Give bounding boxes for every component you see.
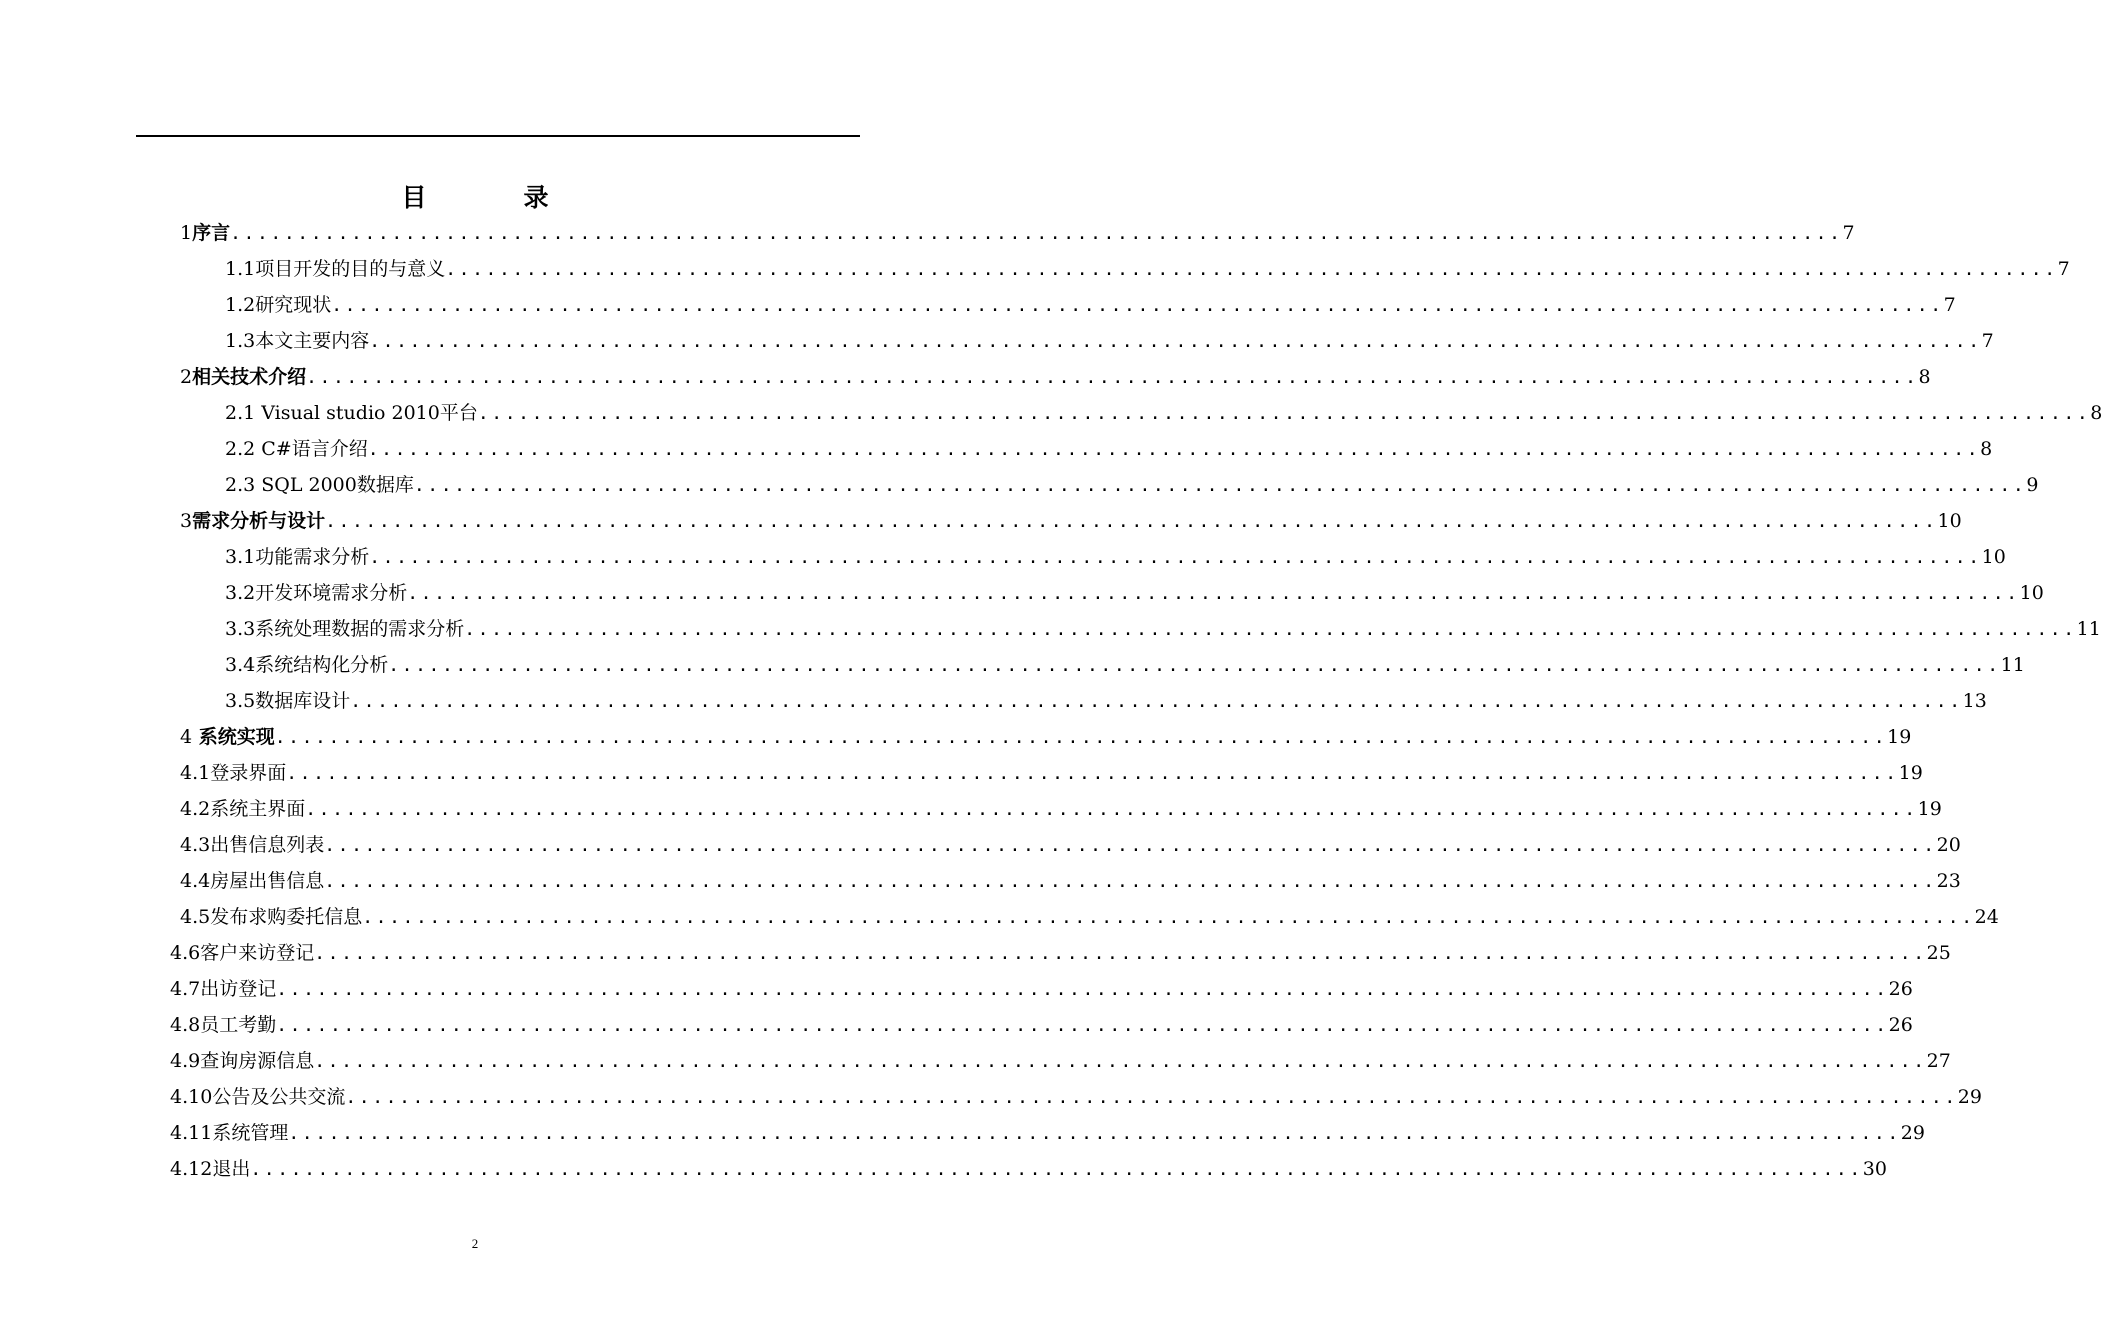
toc-entry-number: 4.8 [170,1014,201,1036]
toc-entry-title: C#语言介绍 [255,438,368,460]
toc-leader-dots: ........................................................................................................................ [362,907,1975,928]
toc-entry [170,1046,1951,1082]
toc-leader-dots: ........................................................................................................................ [367,439,1981,460]
toc-entry [225,578,2044,614]
toc-entry-page: 25 [1926,942,1951,964]
toc-entry-page: 8 [2090,402,2102,424]
toc-entry-title: 发布求购委托信息 [210,906,363,928]
toc-entry-title: 需求分析与设计 [192,510,326,532]
toc-entry-number: 4.10 [170,1086,213,1108]
toc-entry [180,506,1962,542]
toc-entry-title: Visual studio 2010平台 [255,402,478,424]
toc-entry-number: 2.3 [225,474,256,496]
toc-entry [180,722,1912,758]
toc-entry [225,650,2025,686]
toc-entry-number: 1 [180,222,193,244]
toc-entry-title: 系统结构化分析 [255,654,389,676]
toc-entry [170,1118,1925,1154]
toc-entry-title: 系统处理数据的需求分析 [255,618,465,640]
toc-entry-title: 功能需求分析 [255,546,370,568]
toc-leader-dots: ........................................................................................................................ [324,871,1937,892]
toc-entry-number: 2 [180,366,193,388]
toc-leader-dots: ........................................................................................................................ [325,511,1938,532]
toc-entry-title: 研究现状 [255,294,332,316]
toc-entry-title: 本文主要内容 [255,330,370,352]
toc-leader-dots: ........................................................................................................................ [413,475,2027,496]
toc-entry-title: 项目开发的目的与意义 [255,258,446,280]
toc-leader-dots: ........................................................................................................................ [407,583,2020,604]
toc-entry-number: 2.1 [225,402,256,424]
toc-entry-page: 23 [1936,870,1961,892]
toc-leader-dots: ........................................................................................................................ [464,619,2077,640]
toc-entry-number: 3.3 [225,618,256,640]
toc-entry-title: 客户来访登记 [200,942,315,964]
toc-entry-title: 相关技术介绍 [192,366,307,388]
toc-leader-dots: ........................................................................................................................ [324,835,1937,856]
toc-entry-title: 员工考勤 [200,1014,277,1036]
toc-entry-number: 4.7 [170,978,201,1000]
toc-leader-dots: ........................................................................................................................ [369,331,1982,352]
toc-entry-number: 3.4 [225,654,256,676]
toc-entry-number: 1.3 [225,330,256,352]
toc-entry [225,434,1993,470]
toc-entry [225,254,2070,290]
toc-entry-title: 序言 [192,222,231,244]
toc-leader-dots: ........................................................................................................................ [369,547,1982,568]
toc-entry-number: 2.2 [225,438,256,460]
toc-entry [225,614,2101,650]
toc-leader-dots: ........................................................................................................................ [314,943,1927,964]
toc-leader-dots: ........................................................................................................................ [305,799,1918,820]
toc-leader-dots: ........................................................................................................................ [276,979,1889,1000]
toc-entry-title: 出访登记 [200,978,277,1000]
toc-leader-dots: ........................................................................................................................ [350,691,1963,712]
toc-entry [180,830,1961,866]
toc-entry-title: SQL 2000数据库 [255,474,414,496]
toc-leader-dots: ........................................................................................................................ [250,1159,1863,1180]
toc-entry [170,1154,1887,1190]
toc-entry-title: 房屋出售信息 [210,870,325,892]
toc-entry-number: 3.2 [225,582,256,604]
toc-entry-title: 系统实现 [192,726,275,748]
toc-entry-number: 4.3 [180,834,211,856]
header-rule [136,135,860,137]
toc-entry-page: 10 [1981,546,2006,568]
toc-entry [225,290,1956,326]
toc-entry-number: 4.9 [170,1050,201,1072]
toc-entry [225,398,2102,434]
toc-entry-number: 4.5 [180,906,211,928]
toc-entry-page: 20 [1936,834,1961,856]
toc-leader-dots: ........................................................................................................................ [306,367,1919,388]
toc-entry [170,1010,1913,1046]
toc-entry-page: 9 [2026,474,2039,496]
toc-entry-page: 7 [1842,222,1855,244]
toc-entry-page: 10 [2019,582,2044,604]
toc-entry [225,326,1994,362]
toc-entry-title: 查询房源信息 [200,1050,315,1072]
toc-entry-page: 26 [1888,978,1913,1000]
toc-entry-title: 登录界面 [210,762,287,784]
toc-entry-page: 24 [1974,906,1999,928]
toc-entry-number: 3 [180,510,193,532]
toc-entry [180,866,1961,902]
toc-entry-number: 3.5 [225,690,256,712]
toc-entry-title: 系统主界面 [210,798,306,820]
toc-entry [170,974,1913,1010]
page-number: 2 [471,1236,479,1251]
toc-leader-dots: ........................................................................................................................ [388,655,2001,676]
toc-entry-page: 30 [1862,1158,1887,1180]
toc-entry-page: 19 [1887,726,1912,748]
toc-entry-title: 出售信息列表 [210,834,325,856]
toc-entry-number: 4.6 [170,942,201,964]
toc-leader-dots: ........................................................................................................................ [288,1123,1901,1144]
toc-entry-page: 26 [1888,1014,1913,1036]
toc-entry-page: 13 [1962,690,1987,712]
toc-entry-page: 10 [1937,510,1962,532]
toc-entry-number: 4.11 [170,1122,213,1144]
toc-entry-number: 4.1 [180,762,211,784]
toc-entry-page: 7 [1981,330,1994,352]
toc-entry-number: 4 [180,726,193,748]
toc-entry-title: 系统管理 [212,1122,289,1144]
toc-entry-page: 29 [1957,1086,1982,1108]
toc-leader-dots: ........................................................................................................................ [445,259,2058,280]
toc-leader-dots: ........................................................................................................................ [477,403,2091,424]
toc-leader-dots: ........................................................................................................................ [276,1015,1889,1036]
toc-entry [180,902,1999,938]
toc-entry-title: 退出 [212,1158,251,1180]
toc-entry-page: 19 [1917,798,1942,820]
toc-entry-number: 3.1 [225,546,256,568]
toc-entry-page: 19 [1898,762,1923,784]
toc-entry-number: 4.2 [180,798,211,820]
toc-entry-title: 公告及公共交流 [212,1086,346,1108]
toc-entry [225,686,1987,722]
toc-entry-page: 7 [1943,294,1956,316]
toc-entry [180,362,1931,398]
toc-entry-page: 29 [1900,1122,1925,1144]
toc-leader-dots: ........................................................................................................................ [331,295,1944,316]
toc-entry-page: 8 [1918,366,1931,388]
toc-entry-number: 4.12 [170,1158,213,1180]
toc-entry-title: 数据库设计 [255,690,351,712]
toc-entry-page: 7 [2057,258,2070,280]
toc-leader-dots: ........................................................................................................................ [274,727,1888,748]
toc-entry-title: 开发环境需求分析 [255,582,408,604]
toc-leader-dots: ........................................................................................................................ [286,763,1899,784]
toc-leader-dots: ........................................................................................................................ [345,1087,1958,1108]
toc-entry-page: 11 [2076,618,2101,640]
toc-entry-number: 1.2 [225,294,256,316]
toc-entry-page: 11 [2000,654,2025,676]
toc-entry [180,218,1855,254]
toc-entry [225,470,2039,506]
page-title: 目 录 [401,183,585,212]
toc-entry [170,1082,1982,1118]
toc-entry [225,542,2006,578]
toc-entry-page: 27 [1926,1050,1951,1072]
toc-entry-number: 4.4 [180,870,211,892]
toc-entry-number: 1.1 [225,258,256,280]
toc-leader-dots: ........................................................................................................................ [230,223,1843,244]
toc-entry [170,938,1951,974]
toc-entry [180,758,1923,794]
toc-leader-dots: ........................................................................................................................ [314,1051,1927,1072]
toc-entry [180,794,1942,830]
toc-entry-page: 8 [1980,438,1993,460]
